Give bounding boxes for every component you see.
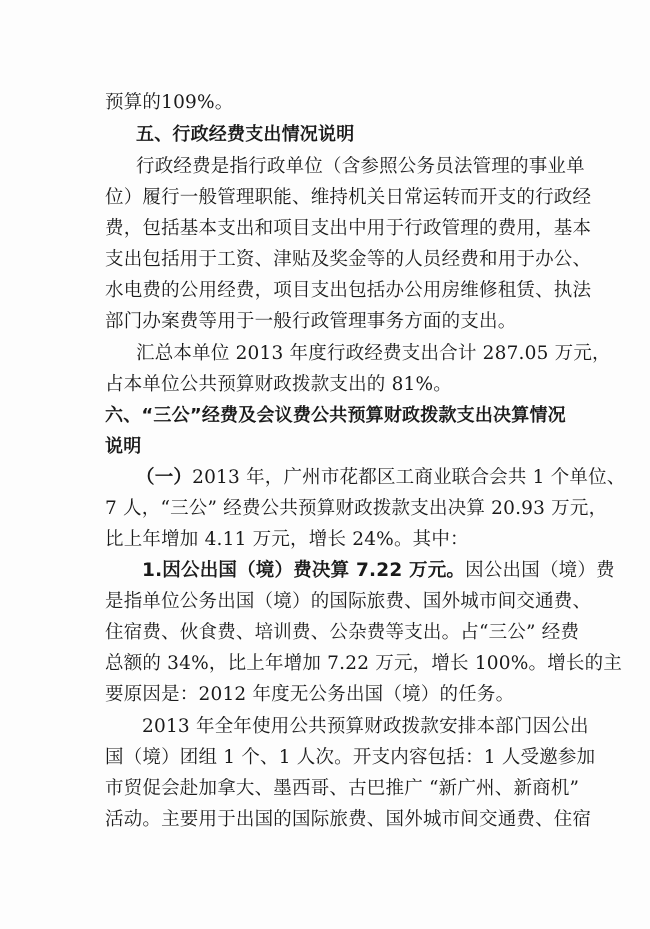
paragraph-line: 位）履行一般管理职能、维持机关日常运转而开支的行政经	[105, 187, 592, 208]
paragraph-line: 行政经费是指行政单位（含参照公务员法管理的事业单	[136, 156, 585, 177]
paragraph-line: 2013 年全年使用公共预算财政拨款安排本部门因公出	[142, 716, 589, 737]
paragraph-line: 活动。主要用于出国的国际旅费、国外城市间交通费、住宿	[105, 809, 592, 830]
paragraph-line: 占本单位公共预算财政拨款支出的 81%。	[105, 374, 453, 395]
paragraph-line: 7 人，“三公” 经费公共预算财政拨款支出决算 20.93 万元，	[105, 498, 608, 519]
paragraph-line: 支出包括用于工资、津贴及奖金等的人员经费和用于办公、	[105, 249, 592, 270]
paragraph-text: 因公出国（境）费	[465, 560, 615, 581]
paragraph-line: 费，包括基本支出和项目支出中用于行政管理的费用，基本	[105, 218, 592, 239]
paragraph-line	[136, 464, 626, 492]
section-heading-6: 六、“三公”经费及会议费公共预算财政拨款支出决算情况	[105, 405, 566, 426]
item-heading: 1.因公出国（境）费决算 7.22 万元。	[142, 560, 466, 581]
section-heading-6-cont: 说明	[105, 436, 142, 457]
paragraph-line: 比上年增加 4.11 万元，增长 24%。其中：	[105, 529, 469, 550]
subsection-marker: （一）	[136, 467, 193, 488]
paragraph-line: 总额的 34%，比上年增加 7.22 万元，增长 100%。增长的主	[105, 653, 623, 674]
paragraph-line: 要原因是：2012 年度无公务出国（境）的任务。	[105, 684, 515, 705]
paragraph-line: 市贸促会赴加拿大、墨西哥、古巴推广 “新广州、新商机”	[105, 778, 580, 799]
section-heading-5: 五、行政经费支出情况说明	[136, 124, 355, 145]
paragraph-line: 水电费的公用经费，项目支出包括办公用房维修租赁、执法	[105, 280, 592, 301]
text-line: 预算的109%。	[105, 92, 234, 113]
paragraph-line: 住宿费、伙食费、培训费、公杂费等支出。占“三公” 经费	[105, 622, 580, 643]
paragraph-line: 部门办案费等用于一般行政管理事务方面的支出。	[105, 311, 517, 332]
paragraph-line: 国（境）团组 1 个、1 人次。开支内容包括：1 人受邀参加	[105, 747, 596, 768]
paragraph-line	[142, 557, 615, 585]
paragraph-line: 汇总本单位 2013 年度行政经费支出合计 287.05 万元，	[136, 343, 611, 364]
paragraph-line: 是指单位公务出国（境）的国际旅费、国外城市间交通费、	[105, 591, 592, 612]
paragraph-text: 2013 年，广州市花都区工商业联合会共 1 个单位、	[192, 467, 626, 488]
